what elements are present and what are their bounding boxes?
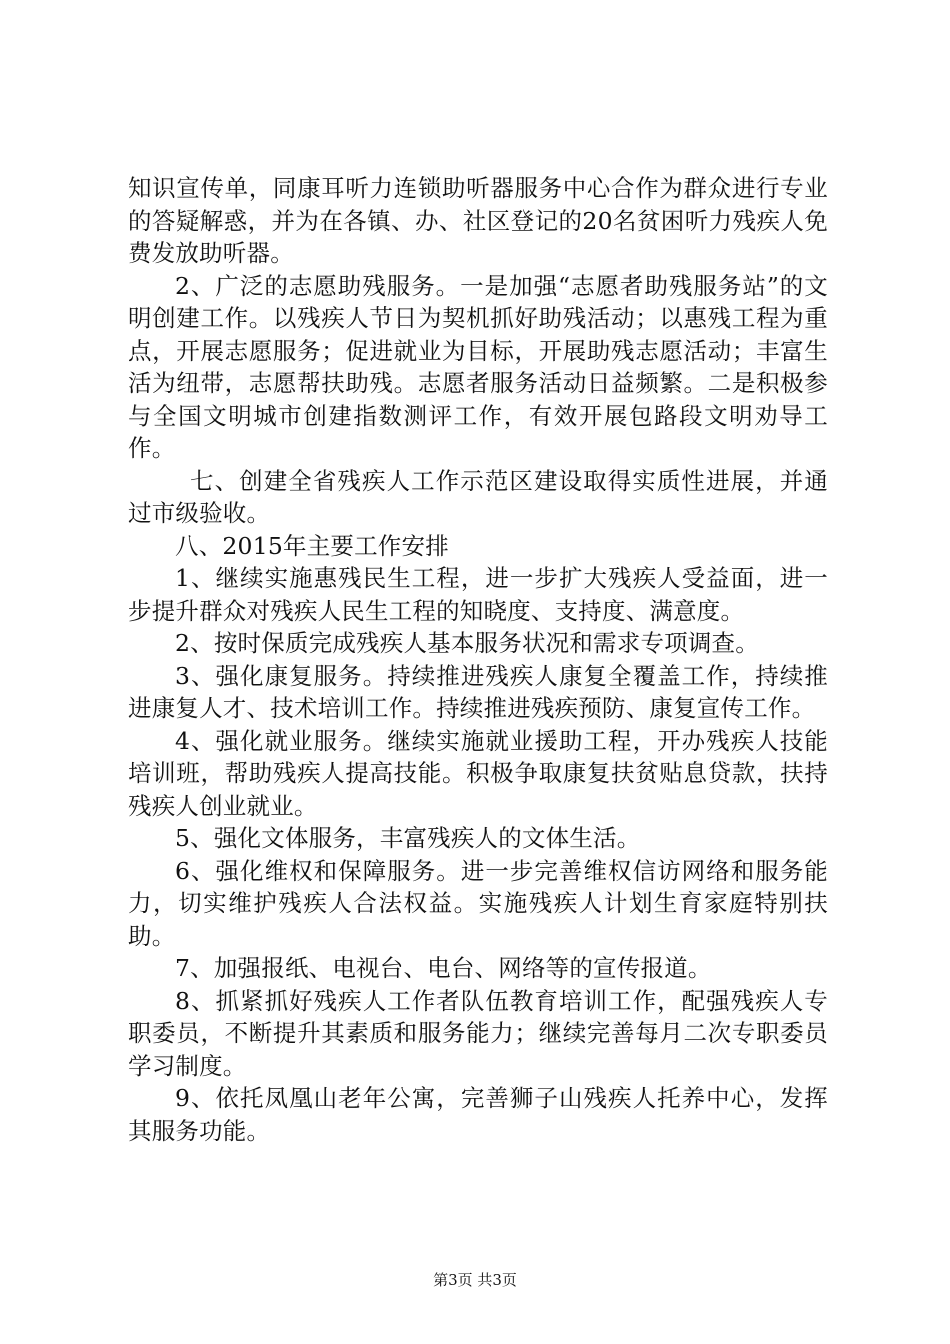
paragraph-item-1: 1、继续实施惠残民生工程，进一步扩大残疾人受益面，进一步提升群众对残疾人民生工程的知晓度、支持度、满意度。 [128,564,828,625]
paragraph-item-8: 8、抓紧抓好残疾人工作者队伍教育培训工作，配强残疾人专职委员，不断提升其素质和服务能力；继续完善每月二次专职委员学习制度。 [128,986,828,1080]
document-body [128,172,828,1147]
paragraph-volunteer-service: 2、广泛的志愿助残服务。一是加强“志愿者助残服务站”的文明创建工作。以残疾人节日为契机抓好助残活动；以惠残工程为重点，开展志愿服务；促进就业为目标，开展助残志愿活动；丰富生活为纽带，志愿帮扶助残。志愿者服务活动日益频繁。二是积极参与全国文明城市创建指数测评工作，有效开展包路段文明劝导工作。 [128,271,828,462]
paragraph-item-4: 4、强化就业服务。继续实施就业援助工程，开办残疾人技能培训班，帮助残疾人提高技能。积极争取康复扶贫贴息贷款，扶持残疾人创业就业。 [128,726,828,820]
paragraph-item-5: 5、强化文体服务，丰富残疾人的文体生活。 [175,824,641,852]
paragraph-item-3: 3、强化康复服务。持续推进残疾人康复全覆盖工作，持续推进康复人才、技术培训工作。持续推进残疾预防、康复宣传工作。 [128,661,828,722]
paragraph-continuation: 知识宣传单，同康耳听力连锁助听器服务中心合作为群众进行专业的答疑解惑，并为在各镇、办、社区登记的20名贫困听力残疾人免费发放助听器。 [128,174,828,267]
paragraph-item-9: 9、依托凤凰山老年公寓，完善狮子山残疾人托养中心，发挥其服务功能。 [128,1084,828,1145]
paragraph-section-seven: 七、创建全省残疾人工作示范区建设取得实质性进展，并通过市级验收。 [128,466,828,527]
paragraph-item-7: 7、加强报纸、电视台、电台、网络等的宣传报道。 [175,954,712,982]
page-number-footer: 第3页 共3页 [433,1271,517,1289]
paragraph-item-6: 6、强化维权和保障服务。进一步完善维权信访网络和服务能力，切实维护残疾人合法权益。实施残疾人计划生育家庭特别扶助。 [128,856,828,950]
paragraph-section-eight-heading: 八、2015年主要工作安排 [175,531,449,560]
paragraph-item-2: 2、按时保质完成残疾人基本服务状况和需求专项调查。 [175,629,759,657]
